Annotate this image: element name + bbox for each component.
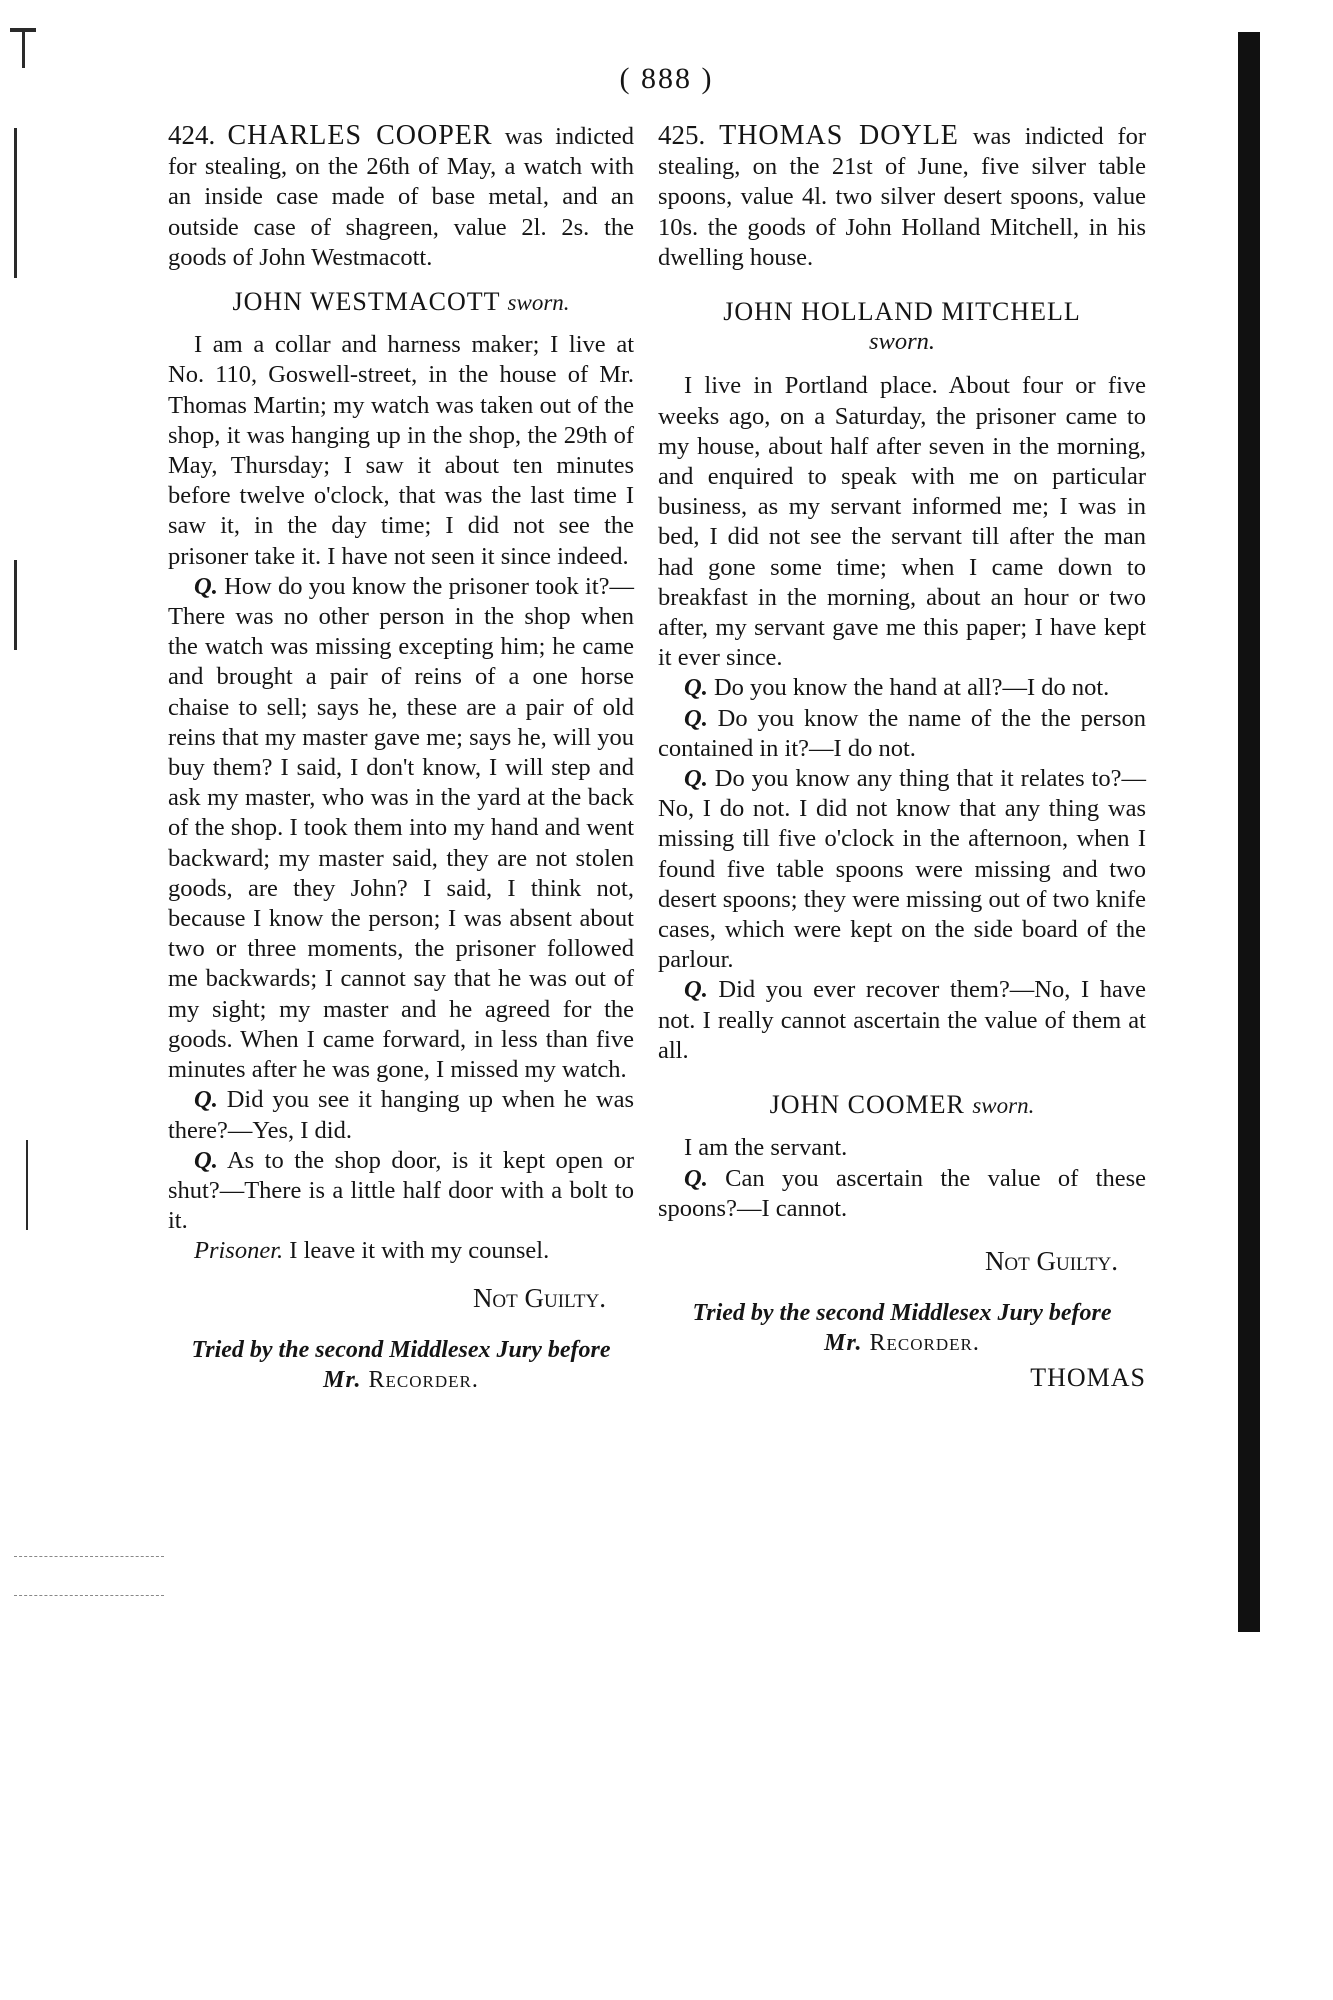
question-text: Do you know the hand at all?—I do not. xyxy=(707,674,1110,702)
left-column xyxy=(168,120,634,1395)
question-text: As to the shop door, is it kept open or shut?—There is a little half door with a bolt to it. xyxy=(168,1146,634,1235)
recorder-label: Recorder. xyxy=(368,1366,479,1393)
prisoner-statement xyxy=(168,1236,634,1266)
question-paragraph xyxy=(168,1085,634,1145)
margin-mark xyxy=(26,1140,28,1230)
question-mark: Q. xyxy=(684,704,708,732)
testimony-paragraph: I live in Portland place. About four or five weeks ago, on a Saturday, the prisoner came to my house, about half after seven in the morning, and enquired to speak with me on particular business, as my servant informed me; I was in bed, I did not see the servant till after the man had gone some time; when I came down to breakfast in the morning, about an hour or two after, my servant gave me this paper; I have kept it ever since. xyxy=(658,372,1146,672)
recorder-line xyxy=(168,1365,634,1395)
question-text: Do you know the name of the the person contained in it?—I do not. xyxy=(658,704,1146,762)
prisoner-label: Prisoner. xyxy=(194,1237,284,1265)
question-paragraph xyxy=(658,673,1146,703)
case-425-indictment xyxy=(658,120,1146,273)
case-424-indictment xyxy=(168,120,634,273)
question-text: Can you ascertain the value of these spoons?—I cannot. xyxy=(658,1164,1146,1222)
question-mark: Q. xyxy=(194,1086,218,1114)
question-paragraph xyxy=(168,1146,634,1237)
catchword: THOMAS xyxy=(1030,1362,1146,1392)
question-mark: Q. xyxy=(684,674,708,702)
testimony-paragraph: I am the servant. xyxy=(684,1134,848,1162)
witness-name: JOHN COOMER xyxy=(769,1090,965,1120)
question-paragraph xyxy=(658,764,1146,975)
testimony-paragraph: I am a collar and harness maker; I live at No. 110, Goswell-street, in the house of Mr. Thomas Martin; my watch was taken out of the shop, it was hanging up in the shop, the 29th of May, Thursday; I saw it about ten minutes before twelve o'clock, that was the last time I saw it, in the day time; I did not see the prisoner take it. I have not seen it since indeed. xyxy=(168,331,634,570)
question-paragraph xyxy=(658,1164,1146,1224)
tried-by-line: Tried by the second Middlesex Jury before xyxy=(692,1300,1112,1327)
tried-by-line: Tried by the second Middlesex Jury before xyxy=(191,1336,611,1363)
page-number: ( 888 ) xyxy=(619,62,714,95)
question-text: Do you know any thing that it relates to?—No, I do not. I did not know that any thing was missing till five o'clock in the afternoon, when I found five table spoons were missing and two desert spoons; they were missing out of two knife cases, which were kept on the side board of the parlour. xyxy=(658,765,1146,974)
recorder-line xyxy=(658,1328,1146,1358)
question-text: How do you know the prisoner took it?—There was no other person in the shop when the watch was missing excepting him; he came and brought a pair of reins of a one horse chaise to sell; says he, these are a pair of old reins that my master gave me; says he, will you buy them? I said, I don't know, I will step and ask my master, who was in the yard at the back of the shop. I took them into my hand and went backward; my master said, they are not stolen goods, are they John? I said, I think not, because I know the person; I was absent about two or three moments, the prisoner followed me backwards; I cannot say that he was out of my sight; my master and he agreed for the goods. When I came forward, in less than five minutes after he was gone, I missed my watch. xyxy=(168,572,634,1084)
sworn-label: sworn. xyxy=(972,1093,1035,1119)
question-mark: Q. xyxy=(684,976,708,1004)
mr-label: Mr. xyxy=(323,1366,362,1393)
question-text: Did you see it hanging up when he was there?—Yes, I did. xyxy=(168,1086,634,1144)
question-paragraph xyxy=(658,975,1146,1066)
scan-rule xyxy=(14,1556,164,1557)
margin-mark xyxy=(14,128,17,278)
question-paragraph xyxy=(168,572,634,1085)
margin-mark xyxy=(14,560,17,650)
question-text: Did you ever recover them?—No, I have not. I really cannot ascertain the value of them at all. xyxy=(658,976,1146,1064)
case-number: 425. xyxy=(658,120,706,150)
verdict: Not Guilty. xyxy=(472,1282,606,1313)
mr-label: Mr. xyxy=(824,1330,863,1357)
scan-rule xyxy=(14,1595,164,1596)
question-mark: Q. xyxy=(684,765,708,793)
defendant-name: CHARLES COOPER xyxy=(227,120,493,151)
scan-edge-bar xyxy=(1238,32,1260,1632)
witness-heading xyxy=(658,1090,1146,1121)
right-column xyxy=(658,120,1146,1393)
prisoner-text: I leave it with my counsel. xyxy=(283,1237,550,1265)
recorder-label: Recorder. xyxy=(869,1330,980,1357)
indictment-text: was indicted for stealing, on the 26th of May, a watch with an inside case made of base metal, and an outside case of shagreen, value 2l. 2s. the goods of John Westmacott. xyxy=(168,123,634,271)
sworn-label: sworn. xyxy=(507,290,570,316)
question-mark: Q. xyxy=(194,1146,218,1174)
defendant-name: THOMAS DOYLE xyxy=(719,120,959,151)
witness-heading: JOHN HOLLAND MITCHELL xyxy=(723,297,1081,327)
sworn-label: sworn. xyxy=(868,328,936,356)
case-number: 424. xyxy=(168,120,216,150)
question-mark: Q. xyxy=(684,1164,708,1192)
question-paragraph xyxy=(658,704,1146,764)
witness-heading xyxy=(168,287,634,318)
verdict: Not Guilty. xyxy=(984,1245,1118,1276)
question-mark: Q. xyxy=(194,572,218,600)
indictment-text: was indicted for stealing, on the 21st of June, five silver table spoons, value 4l. two silver desert spoons, value 10s. the goods of John Holland Mitchell, in his dwelling house. xyxy=(658,123,1147,271)
witness-name: JOHN WESTMACOTT xyxy=(232,287,501,317)
